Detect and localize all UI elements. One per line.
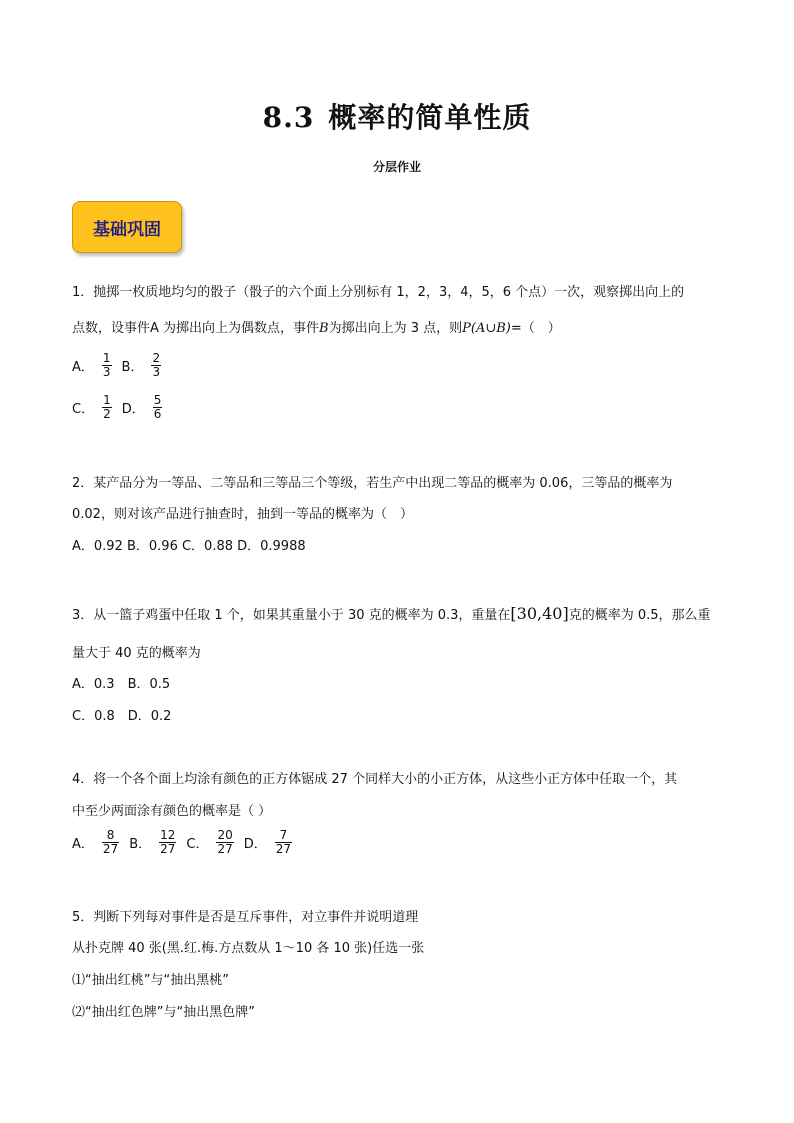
page-subtitle: 分层作业 [372, 160, 421, 174]
q4-option-b-num: 12 [160, 828, 176, 842]
q1-option-a-fraction [102, 352, 112, 379]
q4-option-d-label: D． [243, 837, 267, 852]
title-text: 概率的简单性质 [328, 101, 532, 134]
q1-option-a-label: A． [72, 360, 94, 375]
q4-option-a-num: 8 [106, 828, 115, 842]
q3-options-row2: C．0.8 D．0.2 [72, 709, 172, 724]
q1-line2-part-a: 点数，设事件A 为掷出向上为偶数点，事件 [72, 321, 320, 336]
q5-line1: 5．判断下列每对事件是否是互斥事件，对立事件并说明道理 [72, 910, 419, 925]
q1-line2-part-c: =（ ） [510, 321, 561, 336]
q5-item1: ⑴“抽出红桃”与“抽出黑桃” [72, 973, 229, 988]
q1-option-a-den: 3 [102, 365, 111, 379]
q1-line2-part-b: 为掷出向上为 3 点，则 [328, 321, 463, 336]
q3-line1-part-b: 克的概率为 0.5，那么重 [568, 608, 711, 623]
q1-option-c-den: 2 [103, 407, 111, 421]
q4-option-b-fraction [159, 829, 176, 856]
q4-option-a-fraction [102, 829, 119, 856]
q5-item2: ⑵“抽出红色牌”与“抽出黑色牌” [72, 1005, 255, 1020]
q5-line2: 从扑克牌 40 张(黑.红.梅.方点数从 1～10 各 10 张)任选一张 [72, 941, 425, 956]
q1-formula: P(A∪B) [462, 321, 511, 336]
q4-option-a-label: A． [72, 837, 94, 852]
q3-line1 [72, 604, 711, 623]
q2-line2: 0.02，则对该产品进行抽查时，抽到一等品的概率为（ ） [72, 507, 413, 522]
q1-var-b: B [319, 321, 329, 336]
q1-option-d-num: 5 [153, 393, 162, 407]
q2-line1: 2．某产品分为一等品、二等品和三等品三个等级，若生产中出现二等品的概率为 0.06，三等品的概率为 [72, 476, 673, 491]
q4-line1: 4．将一个各个面上均涂有颜色的正方体锯成 27 个同样大小的小正方体，从这些小正方体中任取一个，其 [72, 772, 678, 787]
q4-option-b-den: 27 [160, 842, 176, 856]
q4-option-c-label: C． [186, 837, 209, 852]
q1-option-c-num: 1 [103, 393, 111, 407]
q1-option-b-den: 3 [152, 365, 161, 379]
q4-option-d-fraction [275, 829, 292, 856]
q4-option-a-den: 27 [102, 842, 119, 856]
title-section-number: 8.3 [262, 101, 315, 134]
q3-interval: [30,40] [510, 604, 569, 623]
q3-line1-part-a: 3．从一篮子鸡蛋中任取 1 个，如果其重量小于 30 克的概率为 0.3，重量在 [72, 608, 511, 623]
q1-line2 [72, 317, 561, 336]
q4-option-b-label: B． [129, 837, 152, 852]
q3-line2: 量大于 40 克的概率为 [72, 646, 201, 661]
q1-option-c-fraction [102, 394, 112, 421]
q1-line1: 1．抛掷一枚质地均匀的骰子（骰子的六个面上分别标有 1，2，3，4，5，6 个点）一次，观察掷出向上的 [72, 285, 685, 300]
q1-option-d-label: D． [121, 402, 145, 417]
q3-options-row1: A．0.3 B．0.5 [72, 677, 171, 692]
q4-option-d-num: 7 [279, 828, 288, 842]
q4-option-c-num: 20 [217, 828, 233, 842]
q1-option-b-fraction [151, 352, 161, 379]
q1-options-row2 [72, 394, 172, 421]
q4-option-d-den: 27 [275, 842, 292, 856]
page-title [0, 96, 794, 136]
q4-options [72, 829, 302, 856]
q4-option-c-fraction [216, 829, 233, 856]
q2-options: A．0.92 B．0.96 C．0.88 D．0.9988 [72, 539, 306, 554]
q1-option-c-label: C． [72, 402, 95, 417]
q1-option-d-den: 6 [153, 407, 162, 421]
q4-option-c-den: 27 [217, 842, 233, 856]
q1-option-b-num: 2 [152, 351, 161, 365]
q1-options-row1 [72, 352, 171, 379]
section-badge: 基础巩固 [72, 201, 182, 253]
q1-option-b-label: B． [121, 360, 144, 375]
q1-option-d-fraction [153, 394, 163, 421]
q1-option-a-num: 1 [102, 351, 111, 365]
q4-line2: 中至少两面涂有颜色的概率是（ ） [72, 804, 272, 819]
